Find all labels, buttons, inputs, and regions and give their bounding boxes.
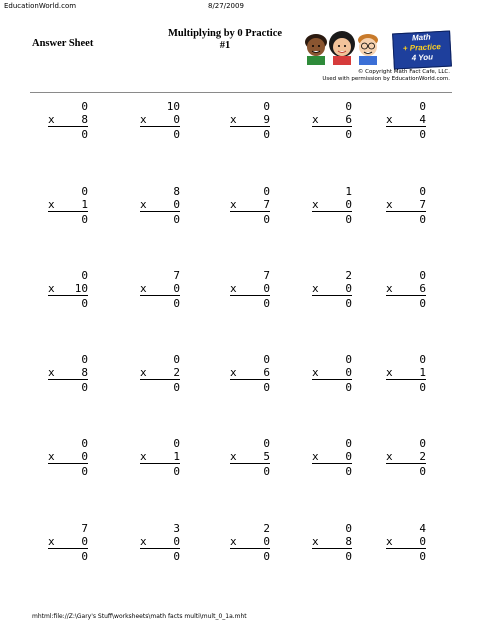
problem-6	[48, 185, 88, 226]
problem-25	[386, 437, 426, 478]
multiplier: 6	[419, 282, 426, 295]
children-illustration	[302, 29, 384, 65]
file-path-footer: mhtml:file://Z:\Gary's Stuff\worksheets\math facts multi\mult_0_1a.mht	[32, 613, 247, 620]
multiplier-line	[230, 198, 270, 212]
times-sign: x	[48, 282, 55, 295]
times-sign: x	[140, 282, 147, 295]
times-sign: x	[140, 198, 147, 211]
multiplier: 0	[173, 198, 180, 211]
times-sign: x	[48, 113, 55, 126]
answer: 0	[263, 465, 270, 478]
answer: 0	[81, 550, 88, 563]
multiplicand: 0	[419, 185, 426, 198]
worksheet-number: #1	[219, 40, 231, 51]
multiplicand: 0	[81, 437, 88, 450]
multiplier: 0	[263, 282, 270, 295]
multiplier-line	[140, 113, 180, 127]
multiplier: 2	[173, 366, 180, 379]
answer: 0	[419, 297, 426, 310]
answer: 0	[81, 381, 88, 394]
multiplier-line	[386, 366, 426, 380]
multiplicand: 2	[263, 522, 270, 535]
multiplier-line	[230, 282, 270, 296]
answer: 0	[419, 213, 426, 226]
multiplicand: 0	[81, 353, 88, 366]
answer: 0	[81, 297, 88, 310]
multiplier-line	[48, 450, 88, 464]
multiplicand: 2	[345, 269, 352, 282]
problem-15	[386, 269, 426, 310]
problem-19	[312, 353, 352, 394]
multiplier: 6	[345, 113, 352, 126]
answer: 0	[263, 297, 270, 310]
problem-3	[230, 100, 270, 141]
multiplier-line	[140, 450, 180, 464]
answer: 0	[345, 381, 352, 394]
multiplier: 1	[173, 450, 180, 463]
multiplicand: 10	[166, 100, 180, 113]
times-sign: x	[312, 450, 319, 463]
times-sign: x	[48, 366, 55, 379]
times-sign: x	[230, 535, 237, 548]
multiplicand: 3	[173, 522, 180, 535]
multiplicand: 0	[345, 437, 352, 450]
multiplier-line	[48, 366, 88, 380]
multiplier: 1	[419, 366, 426, 379]
header-divider	[30, 92, 452, 93]
multiplicand: 0	[173, 353, 180, 366]
times-sign: x	[312, 366, 319, 379]
answer: 0	[345, 550, 352, 563]
copyright-line-1: © Copyright Math Fact Cafe, LLC.	[357, 69, 450, 75]
problem-27	[140, 522, 180, 563]
problem-10	[386, 185, 426, 226]
times-sign: x	[386, 535, 393, 548]
multiplier: 0	[173, 282, 180, 295]
problem-11	[48, 269, 88, 310]
answer: 0	[173, 550, 180, 563]
answer: 0	[419, 550, 426, 563]
multiplier-line	[386, 535, 426, 549]
multiplicand: 0	[345, 522, 352, 535]
multiplicand: 0	[345, 100, 352, 113]
multiplier-line	[386, 113, 426, 127]
multiplier-line	[312, 450, 352, 464]
multiplier: 0	[81, 535, 88, 548]
multiplier: 4	[419, 113, 426, 126]
problem-9	[312, 185, 352, 226]
multiplicand: 0	[81, 185, 88, 198]
math-practice-4-you-logo	[392, 31, 452, 70]
answer: 0	[263, 550, 270, 563]
multiplicand: 0	[263, 437, 270, 450]
problem-17	[140, 353, 180, 394]
multiplier-line	[48, 198, 88, 212]
multiplier: 8	[345, 535, 352, 548]
multiplier: 8	[81, 366, 88, 379]
answer: 0	[81, 128, 88, 141]
problem-12	[140, 269, 180, 310]
multiplier: 0	[173, 113, 180, 126]
times-sign: x	[48, 535, 55, 548]
logo-line-2: + Practice	[402, 42, 442, 53]
multiplier-line	[312, 535, 352, 549]
answer: 0	[81, 465, 88, 478]
problem-2	[140, 100, 180, 141]
times-sign: x	[48, 198, 55, 211]
multiplier-line	[48, 535, 88, 549]
answer: 0	[173, 128, 180, 141]
multiplier-line	[386, 282, 426, 296]
answer: 0	[263, 128, 270, 141]
answer: 0	[419, 465, 426, 478]
logo-line-3: 4 You	[411, 52, 434, 63]
problem-20	[386, 353, 426, 394]
times-sign: x	[386, 366, 393, 379]
answer: 0	[345, 128, 352, 141]
print-date: 8/27/2009	[208, 2, 244, 10]
answer: 0	[419, 128, 426, 141]
answer: 0	[81, 213, 88, 226]
times-sign: x	[140, 113, 147, 126]
multiplier: 1	[81, 198, 88, 211]
times-sign: x	[386, 113, 393, 126]
multiplicand: 4	[419, 522, 426, 535]
multiplier-line	[230, 535, 270, 549]
problem-1	[48, 100, 88, 141]
multiplier-line	[386, 450, 426, 464]
multiplier: 10	[74, 282, 88, 295]
multiplier: 9	[263, 113, 270, 126]
multiplicand: 0	[81, 269, 88, 282]
times-sign: x	[386, 282, 393, 295]
problem-22	[140, 437, 180, 478]
multiplicand: 0	[263, 185, 270, 198]
multiplier-line	[312, 198, 352, 212]
problem-4	[312, 100, 352, 141]
multiplicand: 0	[263, 100, 270, 113]
multiplier: 5	[263, 450, 270, 463]
multiplier-line	[386, 198, 426, 212]
problem-7	[140, 185, 180, 226]
multiplicand: 0	[419, 100, 426, 113]
multiplier: 0	[345, 450, 352, 463]
multiplier: 8	[81, 113, 88, 126]
answer: 0	[345, 213, 352, 226]
multiplier-line	[140, 366, 180, 380]
problem-29	[312, 522, 352, 563]
times-sign: x	[140, 366, 147, 379]
logo-line-1: Math	[411, 32, 431, 43]
multiplier: 0	[345, 198, 352, 211]
answer: 0	[345, 297, 352, 310]
problem-26	[48, 522, 88, 563]
multiplicand: 8	[173, 185, 180, 198]
multiplier: 2	[419, 450, 426, 463]
multiplier-line	[230, 113, 270, 127]
multiplicand: 7	[173, 269, 180, 282]
multiplicand: 7	[263, 269, 270, 282]
answer: 0	[263, 213, 270, 226]
problem-16	[48, 353, 88, 394]
times-sign: x	[230, 113, 237, 126]
multiplicand: 0	[419, 437, 426, 450]
multiplicand: 0	[345, 353, 352, 366]
multiplier-line	[140, 535, 180, 549]
multiplier-line	[312, 366, 352, 380]
multiplicand: 0	[263, 353, 270, 366]
multiplier-line	[48, 113, 88, 127]
problem-14	[312, 269, 352, 310]
multiplier: 0	[345, 282, 352, 295]
multiplier: 0	[345, 366, 352, 379]
problem-30	[386, 522, 426, 563]
answer-sheet-label: Answer Sheet	[32, 38, 94, 49]
multiplicand: 0	[419, 353, 426, 366]
answer: 0	[173, 297, 180, 310]
multiplier: 6	[263, 366, 270, 379]
answer: 0	[173, 381, 180, 394]
answer: 0	[263, 381, 270, 394]
multiplier-line	[140, 198, 180, 212]
times-sign: x	[48, 450, 55, 463]
copyright-notice	[322, 69, 450, 83]
multiplier: 7	[263, 198, 270, 211]
multiplicand: 0	[81, 100, 88, 113]
multiplier: 7	[419, 198, 426, 211]
multiplier: 0	[173, 535, 180, 548]
times-sign: x	[312, 113, 319, 126]
multiplier-line	[230, 366, 270, 380]
worksheet-title-main: Multiplying by 0 Practice	[167, 28, 283, 39]
problem-21	[48, 437, 88, 478]
problem-18	[230, 353, 270, 394]
multiplier: 0	[81, 450, 88, 463]
times-sign: x	[230, 282, 237, 295]
multiplicand: 1	[345, 185, 352, 198]
multiplicand: 7	[81, 522, 88, 535]
times-sign: x	[230, 366, 237, 379]
answer: 0	[419, 381, 426, 394]
multiplier-line	[230, 450, 270, 464]
site-name: EducationWorld.com	[4, 2, 77, 10]
times-sign: x	[230, 450, 237, 463]
multiplier-line	[140, 282, 180, 296]
multiplier: 0	[263, 535, 270, 548]
multiplier-line	[312, 282, 352, 296]
multiplier: 0	[419, 535, 426, 548]
times-sign: x	[312, 198, 319, 211]
problem-13	[230, 269, 270, 310]
problem-23	[230, 437, 270, 478]
times-sign: x	[140, 535, 147, 548]
times-sign: x	[312, 535, 319, 548]
times-sign: x	[140, 450, 147, 463]
problem-8	[230, 185, 270, 226]
answer: 0	[173, 465, 180, 478]
multiplier-line	[312, 113, 352, 127]
problem-28	[230, 522, 270, 563]
multiplicand: 0	[419, 269, 426, 282]
times-sign: x	[386, 198, 393, 211]
multiplier-line	[48, 282, 88, 296]
copyright-line-2: Used with permission by EducationWorld.com.	[322, 76, 450, 82]
worksheet-title	[160, 28, 290, 52]
problem-5	[386, 100, 426, 141]
problem-24	[312, 437, 352, 478]
times-sign: x	[312, 282, 319, 295]
answer: 0	[173, 213, 180, 226]
multiplicand: 0	[173, 437, 180, 450]
times-sign: x	[230, 198, 237, 211]
answer: 0	[345, 465, 352, 478]
times-sign: x	[386, 450, 393, 463]
